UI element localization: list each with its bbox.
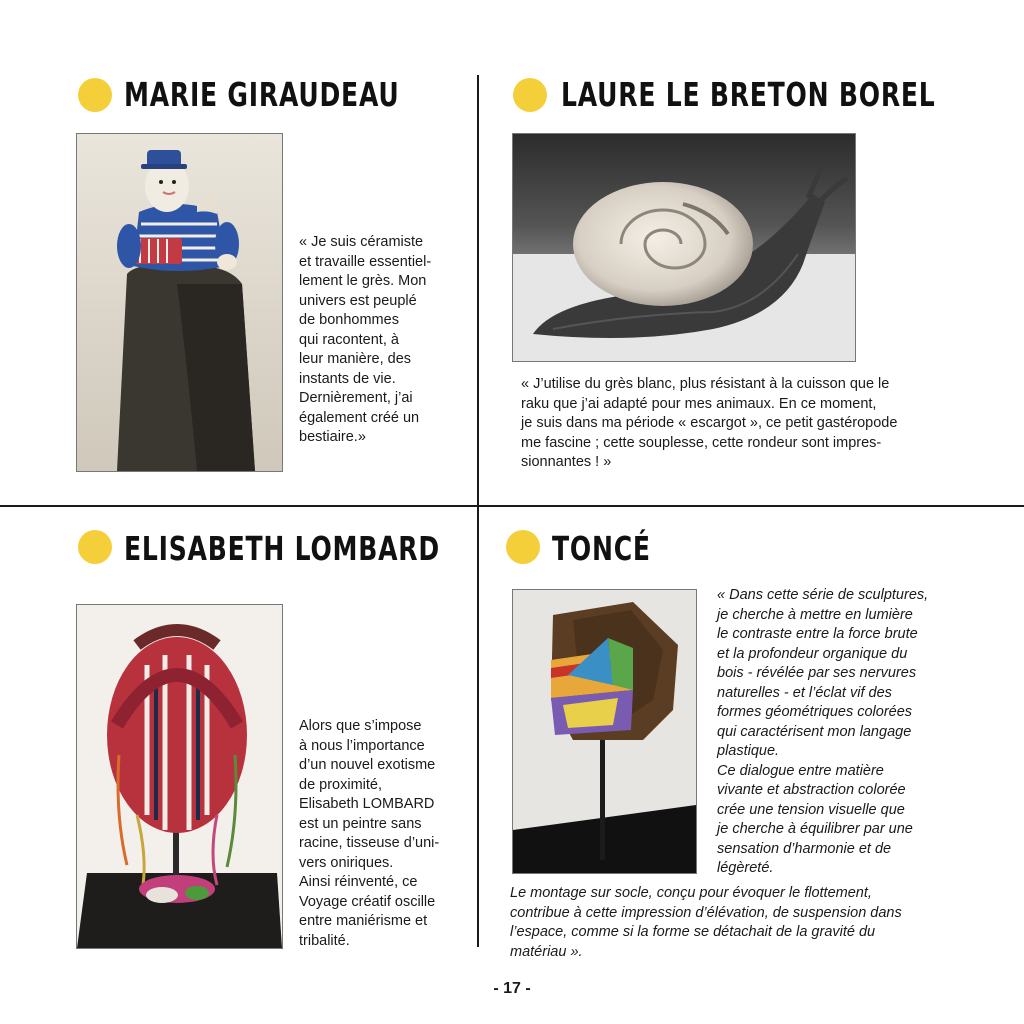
- artist-quote-continued: Le montage sur socle, conçu pour évoquer le flottement, contribue à cette impression d’élévation, de suspension dans l’espace, comme si la forme se détachait de la gravité du matériau ».: [510, 885, 902, 960]
- bullet-icon: [506, 530, 540, 564]
- bullet-icon: [78, 530, 112, 564]
- bullet-icon: [513, 78, 547, 112]
- artist-quote: « Je suis céramiste et travaille essentiel- lement le grès. Mon univers est peuplé de bonhommes qui racontent, à leur manière, des instants de vie. Dernièrement, j’ai également créé un bestiaire.»: [299, 234, 432, 445]
- artist-name: LAURE LE BRETON BOREL: [561, 75, 936, 114]
- artist-quote: « J’utilise du grès blanc, plus résistant à la cuisson que le raku que j’ai adapté pour mes animaux. En ce moment, je suis dans ma période « escargot », ce petit gastéropode me fascine ; cette souplesse, cette rondeur sont impres- sionnantes ! »: [521, 376, 898, 470]
- snail-sculpture-photo: [512, 133, 856, 362]
- artist-name: TONCÉ: [552, 529, 651, 568]
- artist-quote: « Dans cette série de sculptures, je cherche à mettre en lumière le contraste entre la force brute et la profondeur organique du bois - révélée par ses nervures naturelles - et l’éclat vif des formes géométriques colorées qui caractérisent mon langage plastique. Ce dialogue entre matière vivante et abstraction colorée crée une tension visuelle que je cherche à équilibrer par une sensation d’harmonie et de légèreté.: [717, 587, 929, 876]
- vertical-divider: [477, 75, 479, 505]
- artist-name: MARIE GIRAUDEAU: [124, 75, 400, 114]
- bullet-icon: [78, 78, 112, 112]
- wood-sculpture-photo: [512, 589, 697, 874]
- artist-description: Alors que s’impose à nous l’importance d’un nouvel exotisme de proximité, Elisabeth LOMBARD est un peintre sans racine, tisseuse d’uni- vers oniriques. Ainsi réinventé, ce Voyage créatif oscille entre maniérisme et tribalité.: [299, 718, 440, 949]
- artist-name: ELISABETH LOMBARD: [124, 529, 440, 568]
- vertical-divider: [477, 507, 479, 947]
- horizontal-divider: [0, 505, 1024, 507]
- ceramic-figure-photo: [76, 133, 283, 472]
- page-number: - 17 -: [493, 980, 531, 997]
- textile-sculpture-photo: [76, 604, 283, 949]
